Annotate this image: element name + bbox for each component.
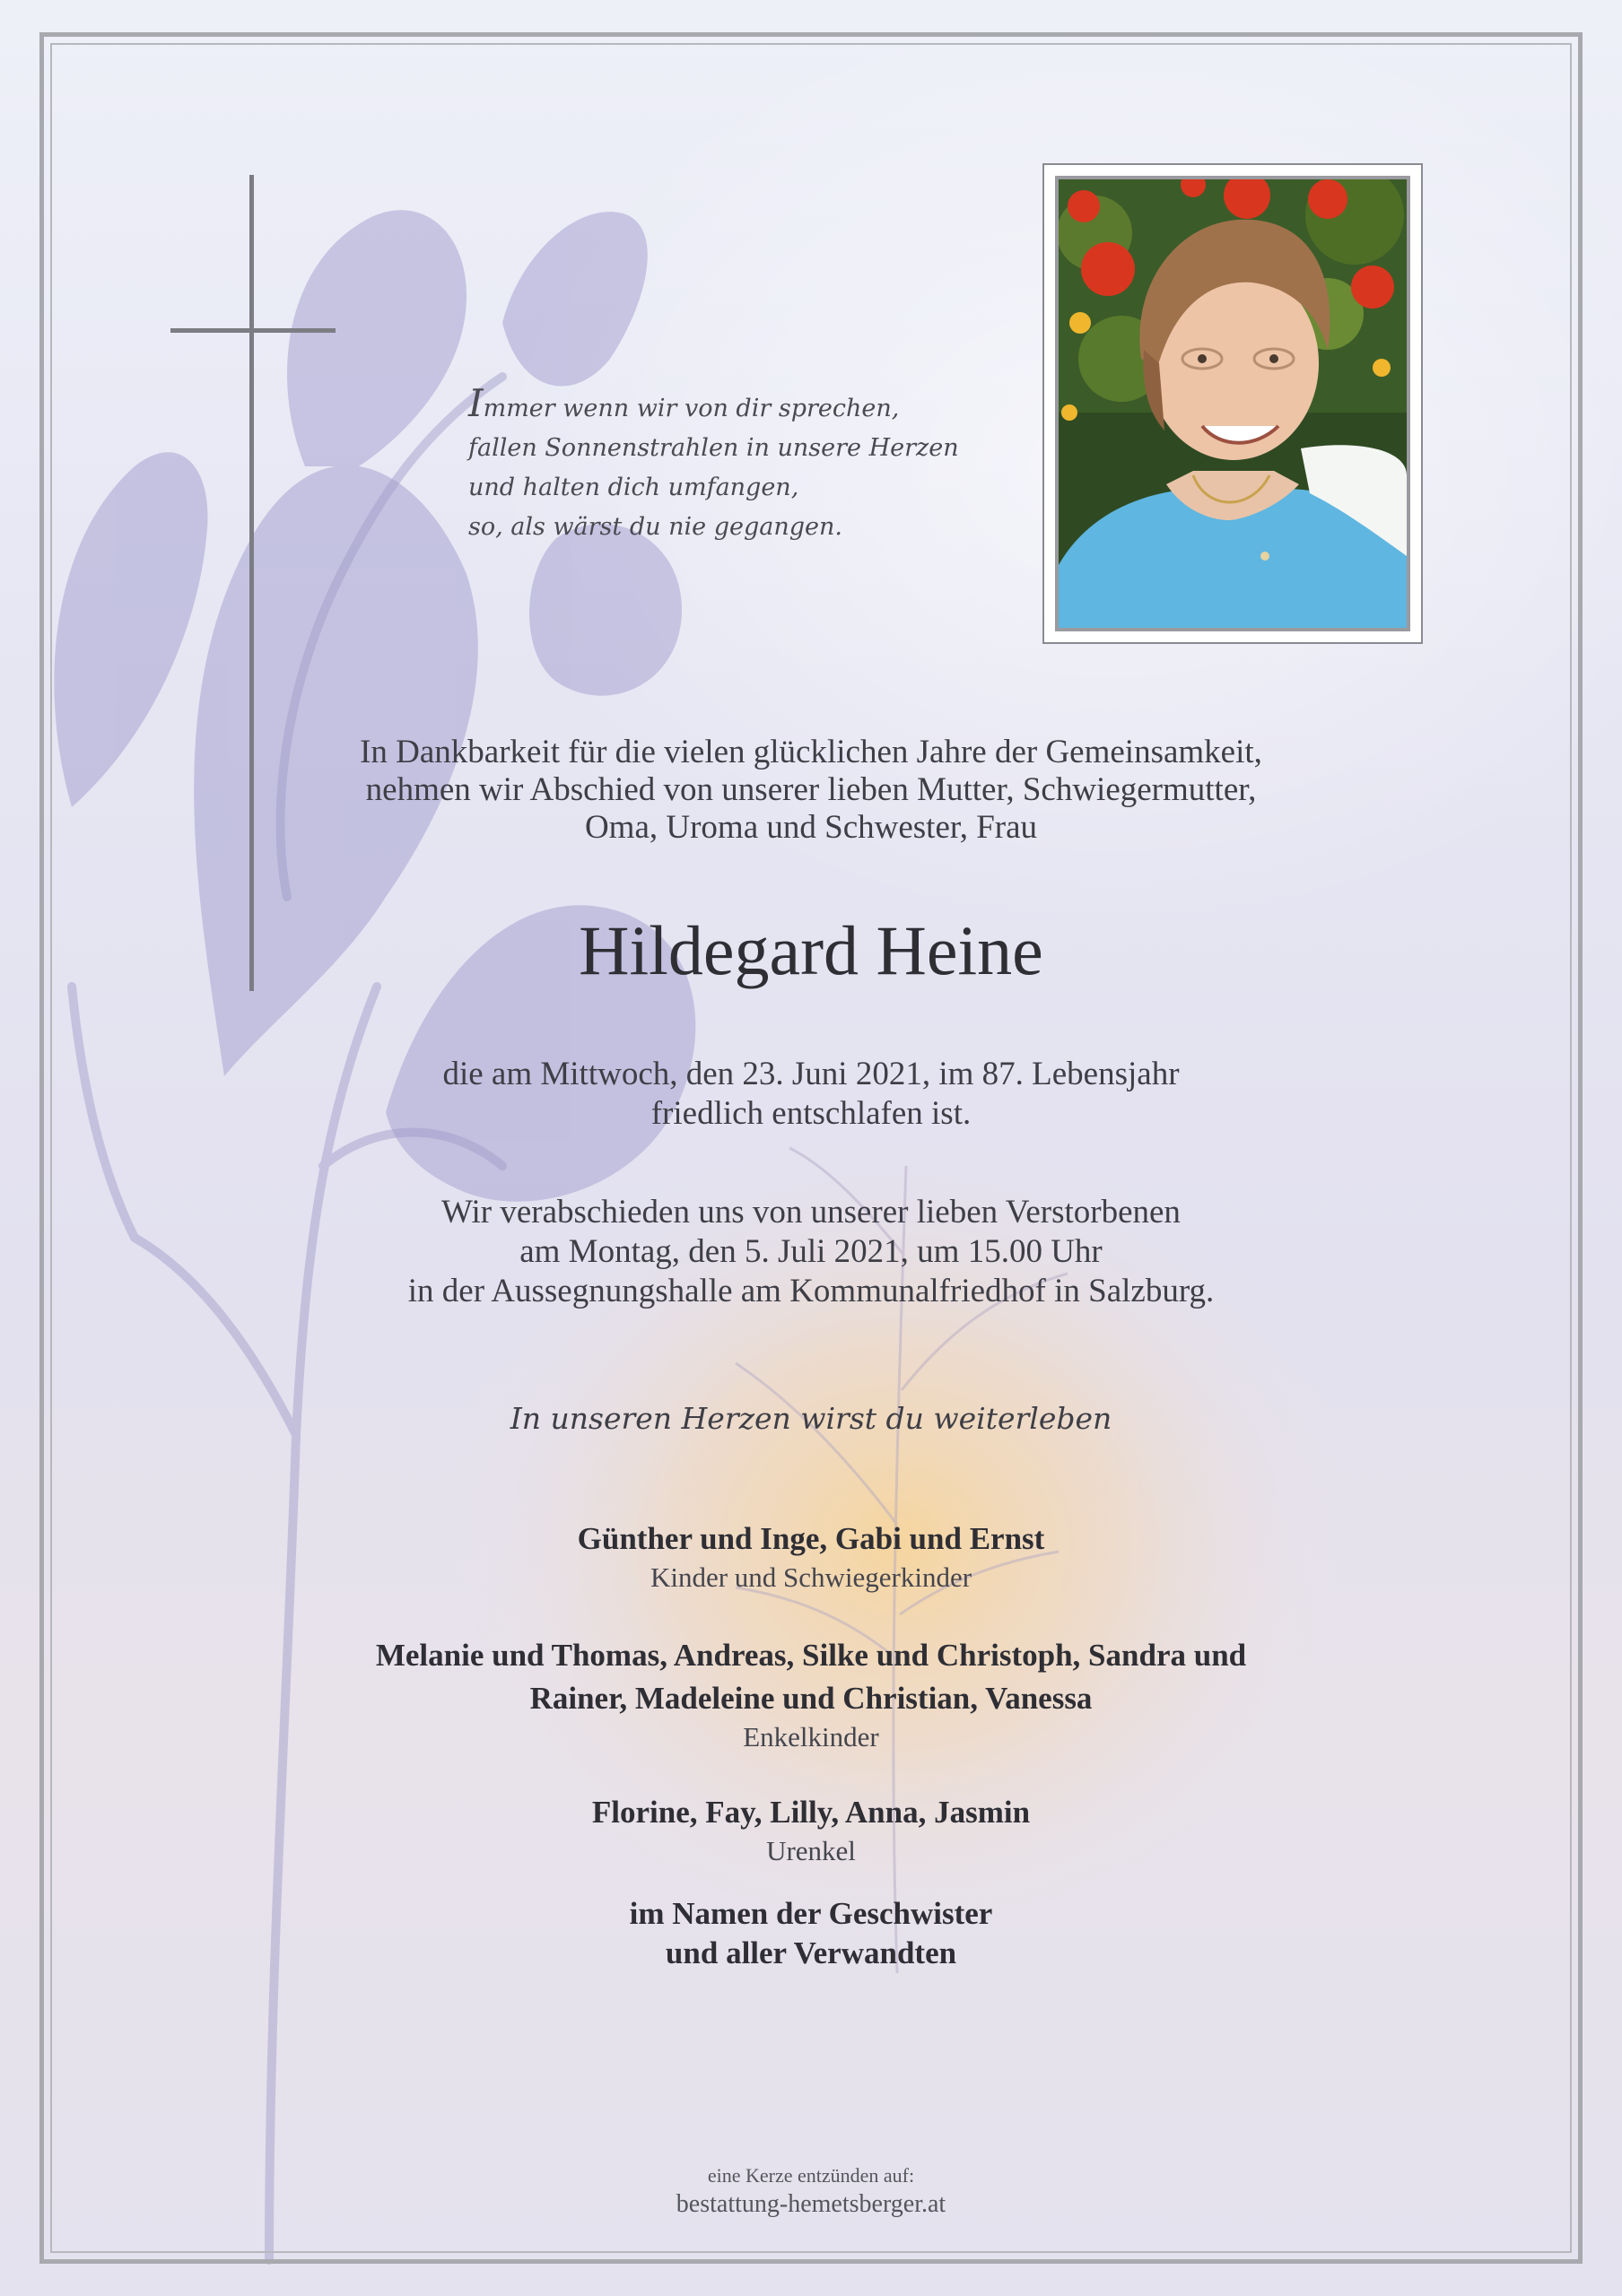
mourners-grandchildren [269,1634,1353,1754]
poem-line-1 [468,381,1025,429]
intro-text [269,734,1353,847]
poem-line-2: fallen Sonnenstrahlen in unsere Herzen [468,434,959,462]
cross-horizontal-bar [170,328,336,333]
mourners-great-grandchildren [269,1791,1353,1868]
death-line: friedlich entschlafen ist. [650,1095,972,1132]
service-line: am Montag, den 5. Juli 2021, um 15.00 Uhr [519,1233,1103,1270]
death-notice [269,1055,1353,1134]
intro-line: In Dankbarkeit für die vielen glücklichen Jahre der Gemeinsamkeit, [360,734,1262,770]
candle-hint: eine Kerze entzünden auf: [707,2164,915,2187]
intro-line: nehmen wir Abschied von unserer lieben Mutter, Schwiegermutter, [365,771,1257,808]
mourner-role: Enkelkinder [743,1721,879,1752]
cross-vertical-bar [249,175,254,991]
website-link[interactable]: bestattung-hemetsberger.at [676,2190,946,2218]
deceased-name: Hildegard Heine [579,911,1043,989]
death-line: die am Mittwoch, den 23. Juni 2021, im 87. Lebensjahr [442,1056,1180,1092]
footer [269,2163,1353,2221]
portrait-photo [1055,176,1410,631]
mourners-children [269,1518,1353,1595]
intro-line: Oma, Uroma und Schwester, Frau [584,809,1038,846]
service-line: in der Aussegnungshalle am Kommunalfriedhof in Salzburg. [407,1273,1215,1309]
mourner-role: Urenkel [766,1835,856,1866]
mourner-names: Florine, Fay, Lilly, Anna, Jasmin [591,1795,1031,1830]
portrait-photo-frame [1042,163,1423,644]
mourner-role: Kinder und Schwiegerkinder [650,1561,972,1593]
memorial-poem [468,381,1025,547]
poem-line-4: so, als wärst du nie gegangen. [468,513,842,541]
poem-first-line-rest: mmer wenn wir von dir sprechen, [483,395,900,422]
portrait-illustration [1059,179,1407,628]
mourner-names: Melanie und Thomas, Andreas, Silke und Christoph, Sandra und [375,1638,1247,1673]
memorial-motto: In unseren Herzen wirst du weiterleben [510,1401,1112,1436]
closing-line: und aller Verwandten [665,1935,957,1970]
funeral-service-info [269,1193,1353,1311]
mourner-names: Günther und Inge, Gabi und Ernst [577,1521,1045,1556]
poem-line-3: und halten dich umfangen, [468,474,799,501]
poem-initial: I [468,381,484,425]
service-line: Wir verabschieden uns von unserer lieben Verstorbenen [441,1194,1181,1231]
closing-signature [269,1894,1353,1973]
closing-line: im Namen der Geschwister [629,1896,993,1931]
mourner-names: Rainer, Madeleine und Christian, Vanessa [529,1681,1093,1716]
